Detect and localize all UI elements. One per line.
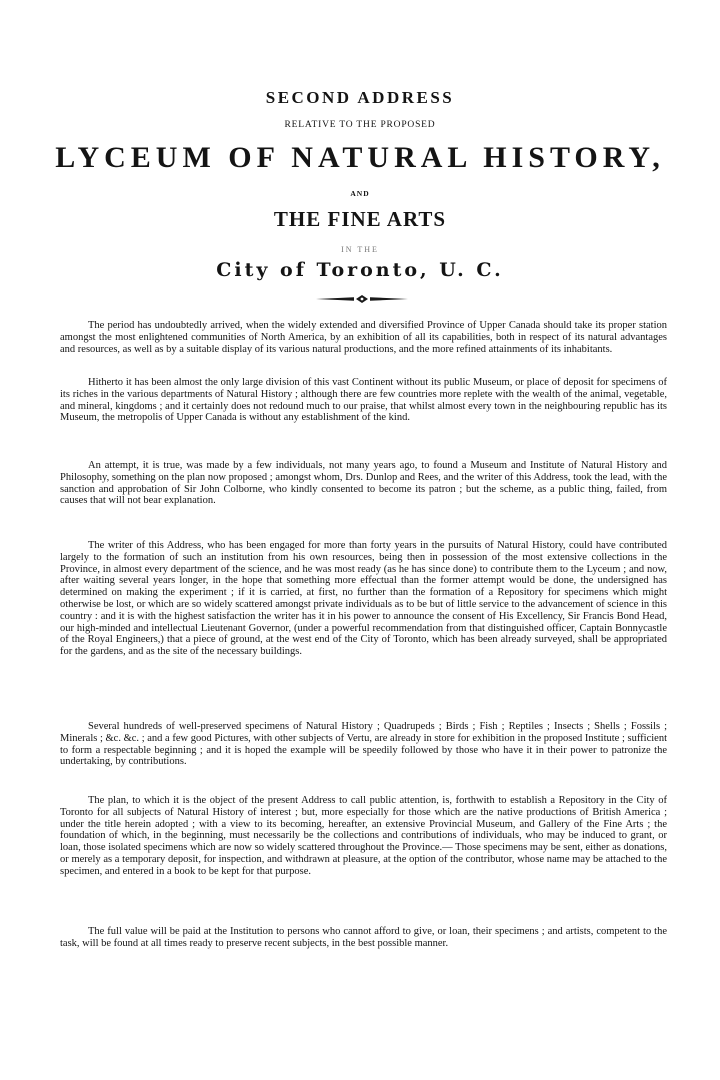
city-of-toronto-heading: City of Toronto, U. C. <box>216 259 504 281</box>
fine-arts-title: THE FINE ARTS <box>273 207 447 231</box>
paragraph-4: The writer of this Address, who has been engaged for more than forty years in the pursuits of Natural History, could have contributed largely to the formation of such an institution from his own resources, being then in possession of the most extensive collections in the Province, in almost every department of the science, and he was most ready (as he has since done) to contribute them to the Lyceum ; and now, after waiting several years longer, in the hope that something more effectual than the former attempt would be done, the undersigned has determined on making the experiment ; if it is carried, at first, no further than the formation of a Repository for specimens which might otherwise be lost, or which are so widely scattered amongst private individuals as to be but of little service to the advancement of science in this country : and it is with the highest satisfaction the writer has it in his power to announce the consent of His Excellency, Sir Francis Bond Head, our high-minded and intellectual Lieutenant Governor, (under a powerful recommendation from that distinguished officer, Captain Bonnycastle of the Royal Engineers,) that a piece of ground, at the west end of the City of Toronto, which has been already surveyed, shall be appropriated for the gardens, and as the site of the necessary buildings. <box>60 540 667 658</box>
lyceum-title: LYCEUM OF NATURAL HISTORY, <box>55 141 665 174</box>
paragraph-1: The period has undoubtedly arrived, when the widely extended and diversified Province of Upper Canada should take its proper station amongst the most enlightened communities of North America, by an exhibition of all its capabilities, both in respect of its natural advantages and resources, as well as by a suitable display of its various natural productions, and the more refined attainments of its inhabitants. <box>60 320 667 355</box>
paragraph-6: The plan, to which it is the object of the present Address to call public attention, is, forthwith to establish a Repository in the City of Toronto for all subjects of Natural History of interest ; but, more especially for those which are the native productions of British America ; under the title herein adopted ; with a view to its becoming, hereafter, an extensive Provincial Museum, and Gallery of the Fine Arts ; the foundation of which, in the beginning, must necessarily be the collections and contributions of individuals, who may be induced to grant, or loan, those isolated specimens which are now so widely scattered throughout the Province.— Those specimens may be sent, either as donations, or merely as a temporary deposit, for inspection, and withdrawn at pleasure, at the option of the contributor, whose name may be attached to the specimen, and entered in a book to be kept for that purpose. <box>60 795 667 877</box>
in-the-connector: IN THE <box>341 245 379 254</box>
paragraph-3: An attempt, it is true, was made by a few individuals, not many years ago, to found a Museum and Institute of Natural History and Philosophy, something on the plan now proposed ; amongst whom, Drs. Dunlop and Rees, and the writer of this Address, took the lead, with the sanction and approbation of Sir John Colborne, who kindly consented to become its patron ; but the scheme, as a public thing, failed, from causes that will not bear explanation. <box>60 460 667 507</box>
ornamental-rule-icon <box>314 294 410 304</box>
second-address-heading: SECOND ADDRESS <box>265 88 455 107</box>
paragraph-7: The full value will be paid at the Institution to persons who cannot afford to give, or loan, their specimens ; and artists, competent to the task, will be found at all times ready to preserve recent subjects, in the best possible manner. <box>60 926 667 949</box>
and-connector: AND <box>350 189 370 198</box>
paragraph-2: Hitherto it has been almost the only large division of this vast Continent without its public Museum, or place of deposit for specimens of its riches in the various departments of Natural History ; although there are few countries more replete with the wealth of the animal, vegetable, and mineral, kingdoms ; and it certainly does not redound much to our praise, that whilst almost every town in the neighbouring republic has its Museum, the metropolis of Upper Canada is without any establishment of the kind. <box>60 377 667 424</box>
relative-subheading: RELATIVE TO THE PROPOSED <box>284 120 436 130</box>
paragraph-5: Several hundreds of well-preserved specimens of Natural History ; Quadrupeds ; Birds ; Fish ; Reptiles ; Insects ; Shells ; Fossils ; Minerals ; &c. &c. ; and a few good Pictures, with other subjects of Vertu, are already in store for exhibition in the proposed Institute ; sufficient to form a respectable beginning ; and it is hoped the example will be speedily followed by those who have it in their power to patronize the undertaking, by contributions. <box>60 721 667 768</box>
